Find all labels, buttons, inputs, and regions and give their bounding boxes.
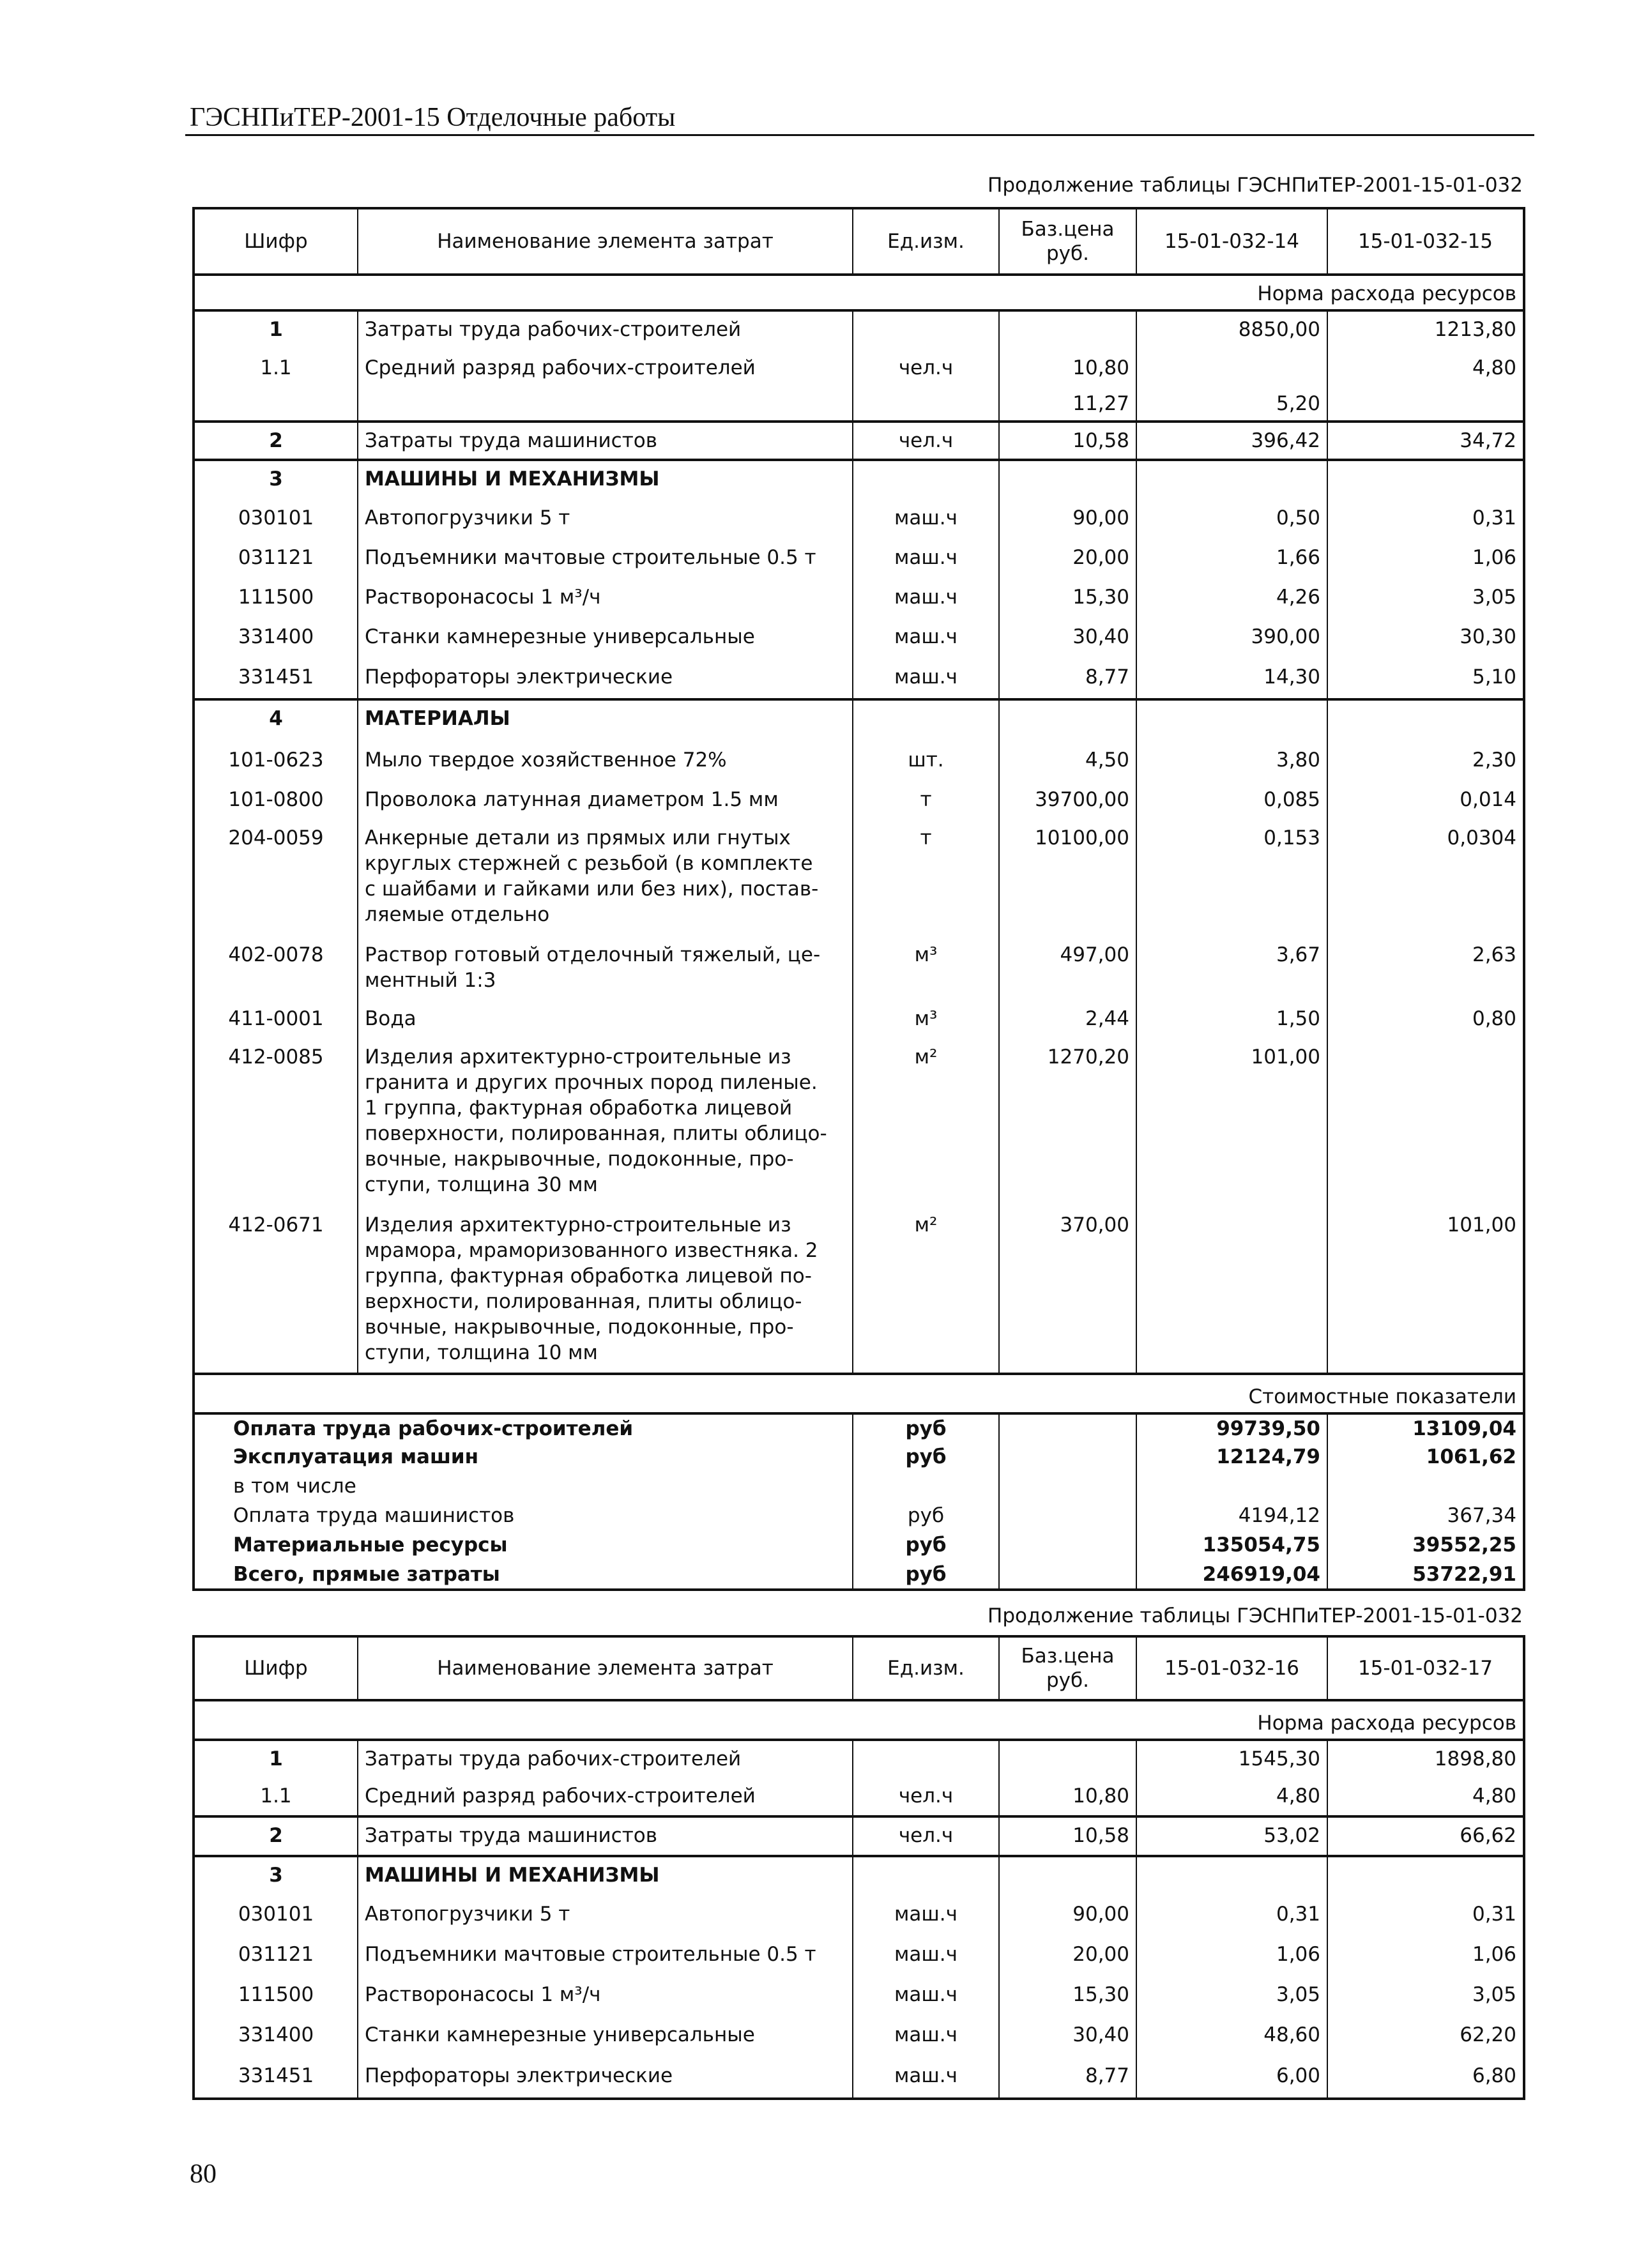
row-unit [853,1740,999,1778]
header-col1: 15-01-032-14 [1136,208,1327,275]
table-caption: Продолжение таблицы ГЭСНПиТЕР-2001-15-01-032 [988,1604,1523,1627]
cost-value-2: 367,34 [1327,1502,1524,1531]
table-row [194,350,1524,386]
row-value-2: 4,80 [1327,1778,1524,1816]
row-unit: маш.ч [853,500,999,540]
row-unit [853,699,999,742]
table-row [194,1001,1524,1039]
row-code: 2 [194,1816,358,1856]
row-value-2: 2,63 [1327,937,1524,1001]
row-name: Проволока латунная диаметром 1.5 мм [358,782,853,820]
header-unit: Ед.изм. [853,208,999,275]
cost-value-2: 53722,91 [1327,1560,1524,1590]
row-unit: маш.ч [853,2017,999,2058]
cost-value-2: 1061,62 [1327,1443,1524,1472]
row-code: 1 [194,1740,358,1778]
table-row [194,619,1524,659]
row-code: 331400 [238,625,314,648]
row-value-1: 0,31 [1136,1896,1327,1937]
row-price: 90,00 [999,500,1136,540]
row-name: Затраты труда рабочих-строителей [358,310,853,350]
row-name: Станки камнерезные универсальные [358,619,853,659]
row-value-2 [1327,699,1524,742]
row-unit: маш.ч [853,579,999,619]
row-price: 30,40 [999,2017,1136,2058]
table-row [194,1039,1524,1207]
row-price: 10,58 [999,1816,1136,1856]
row-value-1: 48,60 [1136,2017,1327,2058]
cost-unit: руб [853,1531,999,1560]
row-price: 30,40 [999,619,1136,659]
cost-name: Оплата труда рабочих-строителей [194,1413,853,1443]
row-code: 3 [194,460,358,500]
cost-name: Материальные ресурсы [233,1534,508,1556]
row-unit: маш.ч [853,1977,999,2017]
header-col2: 15-01-032-15 [1327,208,1524,275]
row-name: Подъемники мачтовые строительные 0.5 т [358,1937,853,1977]
row-code: 4 [194,699,358,742]
row-value-1: 0,085 [1136,782,1327,820]
row-price: 15,30 [999,579,1136,619]
row-unit: м³ [853,1001,999,1039]
row-value-1 [1136,350,1327,386]
table-row [194,1937,1524,1977]
row-value-1 [1136,1207,1327,1374]
cost-name: Всего, прямые затраты [233,1563,500,1586]
row-value-1 [1136,1856,1327,1896]
table-row [194,310,1524,350]
row-name: МАТЕРИАЛЫ [358,699,853,742]
row-unit: маш.ч [853,659,999,699]
row-code: 030101 [238,506,314,529]
row-value-2: 6,80 [1327,2058,1524,2099]
cost-unit [853,1472,999,1502]
row-name: Подъемники мачтовые строительные 0.5 т [358,540,853,579]
row-price: 10100,00 [999,820,1136,937]
row-code: 331451 [238,666,314,689]
table-row [194,2058,1524,2099]
row-value-1: 53,02 [1136,1816,1327,1856]
row-name: Перфораторы электрические [358,659,853,699]
header-row [194,208,1524,275]
table-row [194,579,1524,619]
row-unit: м² [853,1039,999,1207]
row-unit: маш.ч [853,1937,999,1977]
table-row [194,1207,1524,1374]
row-value-2 [1327,386,1524,422]
row-name: Анкерные детали из прямых или гнутых круглых стержней с резьбой (в комплекте с шайбами и гайками или без них), постав- ляемые отдельно [358,820,853,937]
row-value-1: 0,50 [1136,500,1327,540]
row-value-1: 8850,00 [1136,310,1327,350]
row-unit: чел.ч [853,1816,999,1856]
row-value-2: 0,0304 [1327,820,1524,937]
row-value-1: 14,30 [1136,659,1327,699]
header-row [194,1636,1524,1700]
row-name: МАШИНЫ И МЕХАНИЗМЫ [358,1856,853,1896]
row-code: 031121 [238,546,314,569]
row-unit [853,386,999,422]
row-unit: т [853,820,999,937]
row-unit: маш.ч [853,2058,999,2099]
row-code: 101-0623 [228,749,324,772]
header-col2: 15-01-032-17 [1327,1636,1524,1700]
row-code: 1.1 [260,1785,292,1808]
cost-unit: руб [853,1560,999,1590]
row-code: 1.1 [260,356,292,379]
row-value-1: 101,00 [1136,1039,1327,1207]
header-price: Баз.цена руб. [999,1636,1136,1700]
header-name: Наименование элемента затрат [358,1636,853,1700]
row-value-1: 1,06 [1136,1937,1327,1977]
row-name: Изделия архитектурно-строительные из гранита и других прочных пород пиленые. 1 группа, фактурная обработка лицевой поверхности, полированная, плиты облицо- вочные, накрывочные, подоконные, про- ступи, толщина 30 мм [358,1039,853,1207]
cost-price [999,1472,1136,1502]
row-value-2: 1898,80 [1327,1740,1524,1778]
row-value-2: 4,80 [1327,350,1524,386]
row-value-1: 6,00 [1136,2058,1327,2099]
cost-row [194,1531,1524,1560]
header-code: Шифр [194,1636,358,1700]
row-price [999,310,1136,350]
cost-name: в том числе [233,1475,356,1498]
row-value-2: 0,014 [1327,782,1524,820]
resource-table-1 [192,207,1525,1591]
row-name [358,386,853,422]
cost-value-1: 246919,04 [1136,1560,1327,1590]
row-value-1: 3,67 [1136,937,1327,1001]
cost-row [194,1560,1524,1590]
row-value-1: 1,66 [1136,540,1327,579]
row-value-1: 1,50 [1136,1001,1327,1039]
row-name: Изделия архитектурно-строительные из мрамора, мраморизованного известняка. 2 группа, фактурная обработка лицевой по- верхности, полированная, плиты облицо- вочные, накрывочные, подоконные, про- ступи, толщина 10 мм [358,1207,853,1374]
row-code: 030101 [238,1903,314,1926]
row-value-2 [1327,460,1524,500]
cost-row [194,1472,1524,1502]
cost-value-1: 99739,50 [1136,1413,1327,1443]
row-unit [853,310,999,350]
table-row [194,386,1524,422]
row-code [194,386,358,422]
table-row [194,742,1524,782]
row-value-1: 3,80 [1136,742,1327,782]
row-price: 15,30 [999,1977,1136,2017]
row-price: 11,27 [999,386,1136,422]
row-name: Мыло твердое хозяйственное 72% [358,742,853,782]
row-price: 90,00 [999,1896,1136,1937]
row-value-1 [1136,699,1327,742]
row-price: 10,80 [999,1778,1136,1816]
row-value-2: 1,06 [1327,1937,1524,1977]
table-row [194,1816,1524,1856]
row-name: Автопогрузчики 5 т [358,1896,853,1937]
cost-unit: руб [853,1413,999,1443]
cost-value-1 [1136,1472,1327,1502]
cost-name: Оплата труда машинистов [233,1504,515,1527]
row-value-2: 1,06 [1327,540,1524,579]
row-unit: т [853,782,999,820]
header-col1: 15-01-032-16 [1136,1636,1327,1700]
row-unit: м³ [853,937,999,1001]
row-value-2: 34,72 [1327,422,1524,460]
resource-table-2 [192,1635,1525,2100]
cost-row [194,1502,1524,1531]
cost-row [194,1443,1524,1472]
row-price: 20,00 [999,1937,1136,1977]
row-name: Средний разряд рабочих-строителей [358,1778,853,1816]
row-unit: маш.ч [853,540,999,579]
row-price [999,1740,1136,1778]
cost-value-2: 13109,04 [1327,1413,1524,1443]
cost-name: Эксплуатация машин [233,1445,479,1468]
header-code: Шифр [194,208,358,275]
section-label-norm: Норма расхода ресурсов [194,1700,1524,1740]
row-value-2: 62,20 [1327,2017,1524,2058]
row-unit [853,460,999,500]
cost-value-2: 39552,25 [1327,1531,1524,1560]
cost-value-1: 4194,12 [1136,1502,1327,1531]
row-price: 20,00 [999,540,1136,579]
row-value-2: 3,05 [1327,1977,1524,2017]
header-unit: Ед.изм. [853,1636,999,1700]
row-price: 39700,00 [999,782,1136,820]
row-value-1: 0,153 [1136,820,1327,937]
cost-price [999,1502,1136,1531]
table-row [194,782,1524,820]
cost-unit: руб [853,1502,999,1531]
table-row [194,1856,1524,1896]
row-code: 412-0671 [228,1214,324,1237]
table-row [194,820,1524,937]
cost-price [999,1443,1136,1472]
row-code: 402-0078 [228,943,324,966]
table-caption: Продолжение таблицы ГЭСНПиТЕР-2001-15-01-032 [988,174,1523,197]
row-code: 101-0800 [228,788,324,811]
row-value-1: 390,00 [1136,619,1327,659]
cost-row [194,1413,1524,1443]
table-row [194,500,1524,540]
row-value-1: 4,80 [1136,1778,1327,1816]
row-name: Станки камнерезные универсальные [358,2017,853,2058]
row-value-2: 101,00 [1327,1207,1524,1374]
row-value-1: 5,20 [1136,386,1327,422]
row-code: 111500 [238,1983,314,2006]
row-price: 10,58 [999,422,1136,460]
row-value-2: 5,10 [1327,659,1524,699]
table-row [194,540,1524,579]
row-price: 2,44 [999,1001,1136,1039]
row-price: 8,77 [999,659,1136,699]
table-row [194,659,1524,699]
row-unit: чел.ч [853,350,999,386]
row-value-2: 0,31 [1327,500,1524,540]
table-row [194,1977,1524,2017]
row-code: 411-0001 [228,1007,324,1030]
cost-value-1: 135054,75 [1136,1531,1327,1560]
cost-unit: руб [853,1443,999,1472]
table-row [194,2017,1524,2058]
row-name: Затраты труда машинистов [358,1816,853,1856]
table-row [194,699,1524,742]
row-value-2: 0,80 [1327,1001,1524,1039]
row-value-1: 4,26 [1136,579,1327,619]
cost-price [999,1531,1136,1560]
row-unit [853,1856,999,1896]
row-name: Растворонасосы 1 м³/ч [358,1977,853,2017]
row-name: Затраты труда машинистов [358,422,853,460]
row-price [999,460,1136,500]
cost-value-1: 12124,79 [1136,1443,1327,1472]
row-unit: м² [853,1207,999,1374]
row-name: Затраты труда рабочих-строителей [358,1740,853,1778]
table-row [194,1896,1524,1937]
row-value-1: 396,42 [1136,422,1327,460]
table-row [194,422,1524,460]
row-value-2: 66,62 [1327,1816,1524,1856]
cost-value-2 [1327,1472,1524,1502]
row-price: 10,80 [999,350,1136,386]
table-row [194,1740,1524,1778]
row-unit: маш.ч [853,1896,999,1937]
row-price: 370,00 [999,1207,1136,1374]
row-value-2: 1213,80 [1327,310,1524,350]
row-price: 1270,20 [999,1039,1136,1207]
row-code: 204-0059 [228,826,324,849]
row-code: 3 [194,1856,358,1896]
row-value-2 [1327,1856,1524,1896]
row-unit: чел.ч [853,422,999,460]
section-label-cost: Стоимостные показатели [194,1374,1524,1413]
row-value-2: 30,30 [1327,619,1524,659]
cost-price [999,1560,1136,1590]
header-rule [185,134,1534,136]
row-value-1 [1136,460,1327,500]
page-number: 80 [190,2159,217,2189]
row-name: Растворонасосы 1 м³/ч [358,579,853,619]
cost-price [999,1413,1136,1443]
row-price: 8,77 [999,2058,1136,2099]
table-row [194,460,1524,500]
row-code: 331400 [238,2023,314,2046]
row-price: 4,50 [999,742,1136,782]
row-code: 412-0085 [228,1046,324,1069]
row-unit: маш.ч [853,619,999,659]
section-label-norm: Норма расхода ресурсов [194,275,1524,310]
table-row [194,1778,1524,1816]
row-name: Вода [358,1001,853,1039]
table-row [194,937,1524,1001]
header-price: Баз.цена руб. [999,208,1136,275]
row-code: 1 [194,310,358,350]
row-name: МАШИНЫ И МЕХАНИЗМЫ [358,460,853,500]
row-price [999,699,1136,742]
running-header: ГЭСНПиТЕР-2001-15 Отделочные работы [190,103,676,132]
row-value-2: 2,30 [1327,742,1524,782]
row-code: 331451 [238,2064,314,2087]
row-code: 031121 [238,1943,314,1966]
row-name: Перфораторы электрические [358,2058,853,2099]
row-value-2: 3,05 [1327,579,1524,619]
row-value-1: 3,05 [1136,1977,1327,2017]
row-value-2: 0,31 [1327,1896,1524,1937]
row-name: Средний разряд рабочих-строителей [358,350,853,386]
row-code: 2 [194,422,358,460]
row-name: Автопогрузчики 5 т [358,500,853,540]
row-value-1: 1545,30 [1136,1740,1327,1778]
row-value-2 [1327,1039,1524,1207]
row-price [999,1856,1136,1896]
header-name: Наименование элемента затрат [358,208,853,275]
row-unit: чел.ч [853,1778,999,1816]
row-name: Раствор готовый отделочный тяжелый, це- ментный 1:3 [358,937,853,1001]
row-price: 497,00 [999,937,1136,1001]
row-unit: шт. [853,742,999,782]
row-code: 111500 [238,586,314,609]
